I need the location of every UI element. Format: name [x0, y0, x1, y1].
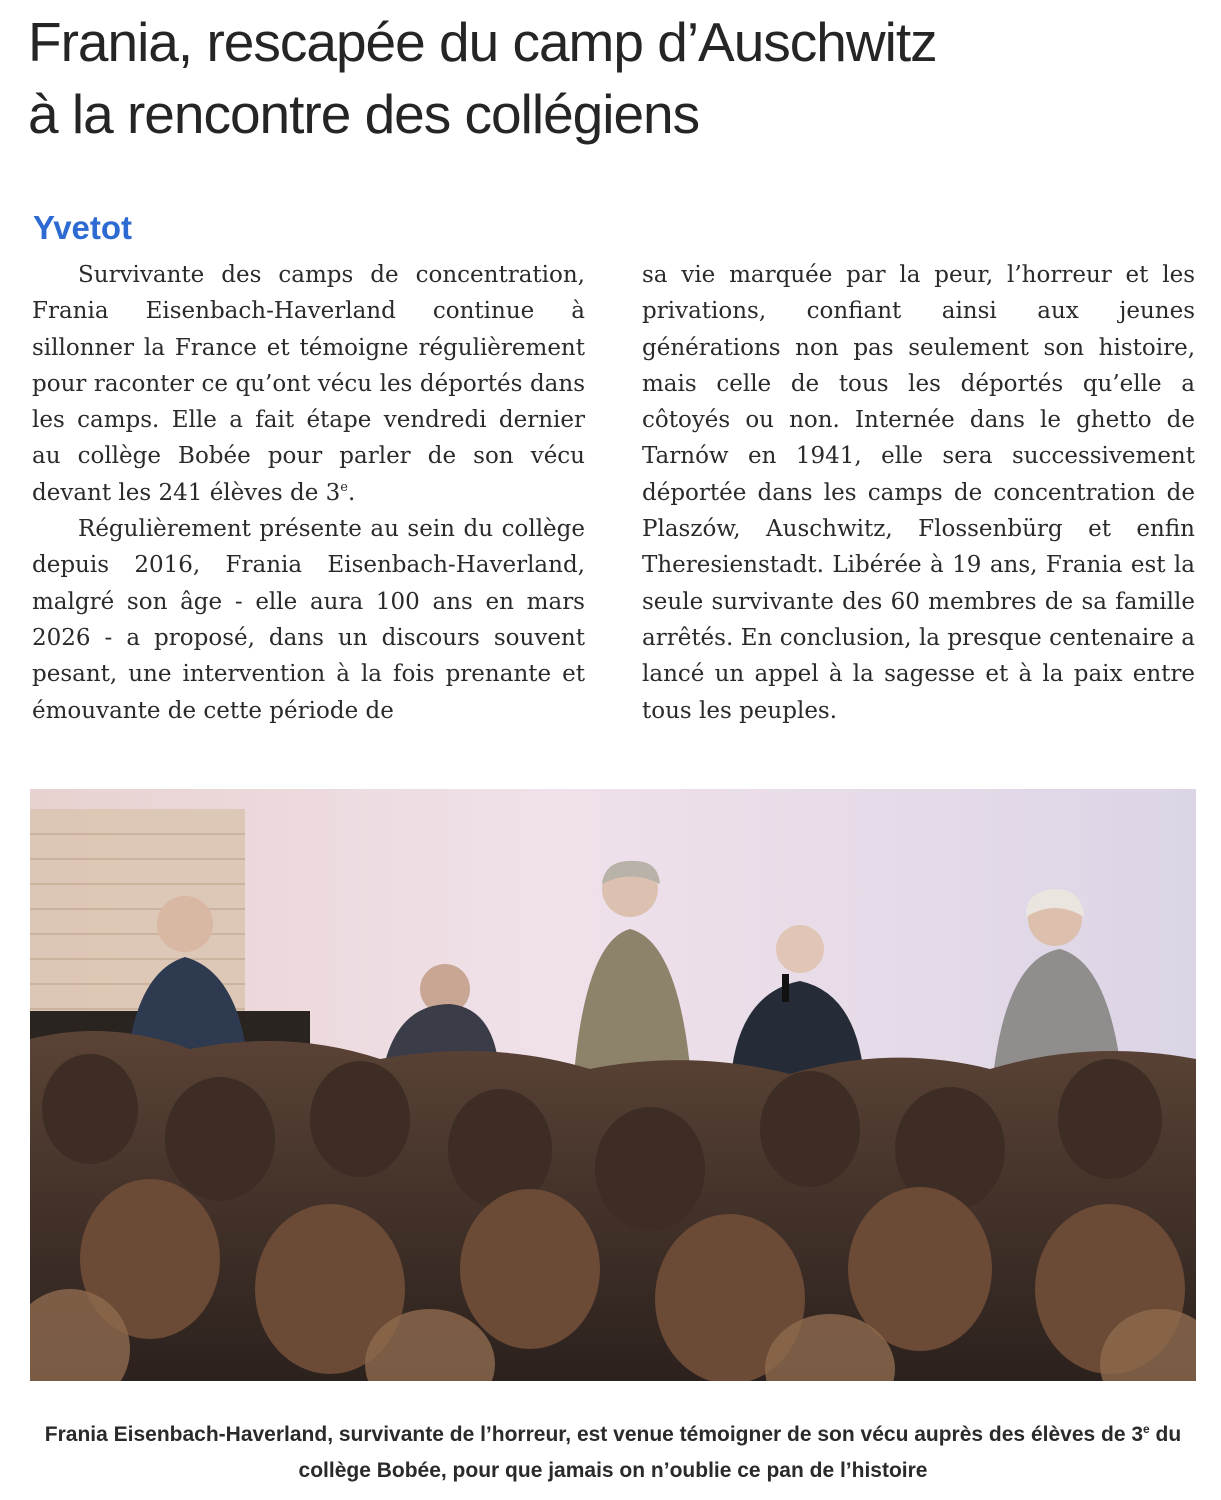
headline-line-2: à la rencontre des collégiens [28, 83, 700, 145]
headline [28, 6, 1203, 150]
caption-text-2: du collège Bobée, pour que jamais on n’oublie ce pan de l’histoire [298, 1423, 1182, 1482]
caption-text-1: Frania Eisenbach-Haverland, survivante de l’horreur, est venue témoigner de son vécu auprès des élèves de 3 [44, 1423, 1144, 1446]
paragraph-3: sa vie marquée par la peur, l’horreur et les privations, confiant ainsi aux jeunes générations non pas seulement son histoire, mais celle de tous les déportés qu’elle a côtoyés ou non. Internée dans le ghetto de Tarnów en 1941, elle sera successivement déportée dans les camps de concentration de Plaszów, Auschwitz, Flossenbürg et enfin Theresienstadt. Libérée à 19 ans, Frania est la seule survivante des 60 membres de sa famille arrêtés. En conclusion, la presque centenaire a lancé un appel à la sagesse et à la paix entre tous les peuples. [642, 262, 1195, 724]
photo-caption [30, 1417, 1196, 1489]
paragraph-1 [32, 257, 585, 511]
paragraph-1-text: Survivante des camps de concentration, Frania Eisenbach-Haverland continue à sillonner la France et témoigne régulièrement pour raconter ce qu’ont vécu les déportés dans les camps. Elle a fait étape vendredi dernier au collège Bobée pour parler de son vécu devant les 241 élèves de 3 [32, 262, 585, 506]
ordinal-superscript: e [340, 479, 348, 495]
headline-line-1: Frania, rescapée du camp d’Auschwitz [28, 11, 937, 73]
article-column-left [32, 257, 585, 729]
location-label: Yvetot [33, 209, 133, 246]
paragraph-2: Régulièrement présente au sein du collège depuis 2016, Frania Eisenbach-Haverland, malgré son âge - elle aura 100 ans en mars 2026 - a proposé, dans un discours souvent pesant, une intervention à la fois prenante et émouvante de cette période de [32, 516, 585, 724]
paragraph-1-end: . [347, 479, 356, 506]
caption-ordinal-superscript: e [1143, 1422, 1150, 1436]
article-column-right [642, 257, 1195, 729]
event-photo [30, 789, 1196, 1381]
